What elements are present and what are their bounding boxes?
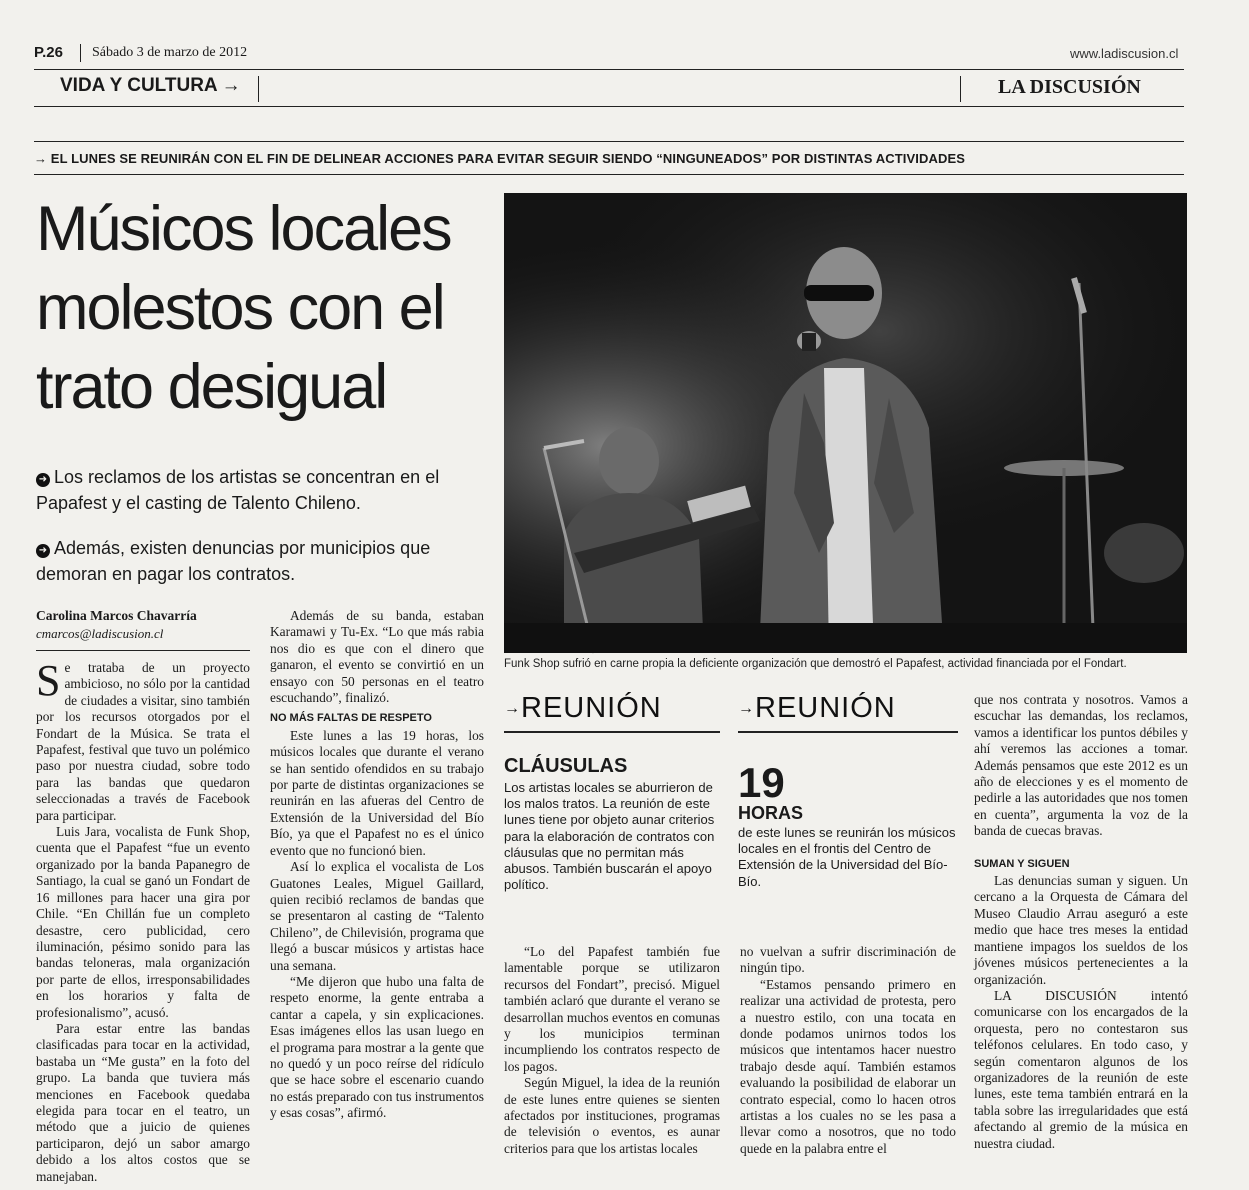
- column-2: Además de su banda, estaban Karamawi y Tu-Ex. “Lo que más rabia nos dio es que con el dinero que ganaron, el evento se convirtió en un ensayo con 50 personas en el teatro escuchando”, finalizó. NO MÁS FALTAS DE RESPETO Este lunes a las 19 horas, los músicos locales que durante el verano se han sentido ofendidos en su trabajo por parte de distintas organizaciones se reunirán en las afueras del Centro de Extensión de la Universidad del Bío Bío, ya que el Papafest no es el único evento que no funcionó bien. Así lo explica el vocalista de Los Guatones Leales, Miguel Gaillard, quien recibió reclamos de bandas que se presentaron al casting de “Talento Chileno”, de Chilevisión, programa que llegó a buscar músicos y artistas hace una semana. “Me dijeron que hubo una falta de respeto enorme, la gente entraba a cantar a capela, y sin explicaciones. Esas imágenes ellos las usan luego en el programa para mostrar a la gente que no quedó y un poco reírse del ridículo que se hace sobre el escenario cuando no estás preparado con tus instrumentos y esas cosas”, afirmó.: [270, 608, 484, 1121]
- bullet-arrow-icon: ➜: [36, 544, 50, 558]
- byline-author: Carolina Marcos Chavarría: [36, 608, 197, 623]
- headline: Músicos locales molestos con el trato desigual: [36, 194, 451, 422]
- column-1: Se trataba de un proyecto ambicioso, no sólo por la cantidad de ciudades a visitar, sino también por los recursos otorgados por el Fondart de la Música. Se trata el Papafest, festival que tuvo un polémico paso por nuestra ciudad, sobre todo para las bandas que quedaron seleccionadas a través de Facebook para participar. Luis Jara, vocalista de Funk Shop, cuenta que el Papafest “fue un evento organizado por la banda Papanegro de Santiago, la cual se ganó un Fondart de 16 millones para hacer una gira por Chile. “En Chillán fue un completo desastre, cero publicidad, cero iluminación, pésimo sonido para las bandas teloneras, mala organización por parte de ellos, irresponsabilidades en los horarios y falta de profesionalismo”, acusó. Para estar entre las bandas clasificadas para tocar en la actividad, bastaba un “Me gusta” en la foto del grupo. La banda que tuviera más menciones en Facebook quedaba elegida para tocar en el teatro, un método que a juicio de quienes participaron, dejó un sabor amargo debido a los altos costos que se manejaban.: [36, 656, 250, 1184]
- deck-2: ➜ Además, existen denuncias por municipios que demoran en pagar los contratos.: [36, 538, 431, 584]
- issue-date: Sábado 3 de marzo de 2012: [92, 45, 248, 60]
- byline-email[interactable]: cmarcos@ladiscusion.cl: [36, 626, 164, 641]
- stat-number: 19: [738, 759, 785, 806]
- stat-unit: HORAS: [738, 803, 804, 823]
- sidebar-text-clausulas: Los artistas locales se aburrieron de los malos tratos. La reunión de este lunes tiene por objeto aunar criterios para la elaboración de contratos con cláusulas que no permitan más abusos. También buscarán el apoyo político.: [504, 780, 715, 893]
- topline-summary: → EL LUNES SE REUNIRÁN CON EL FIN DE DELINEAR ACCIONES PARA EVITAR SEGUIR SIENDO “NINGUNEADOS” POR DISTINTAS ACTIVIDADES: [34, 151, 965, 166]
- column-4: no vuelvan a sufrir discriminación de ningún tipo. “Estamos pensando primero en realizar una actividad de protesta, pero a nuestro estilo, con una tocata en donde podamos unirnos todos los músicos que intentamos hacer nuestro trabajo desde aquí. También estamos evaluando la posibilidad de elaborar un contrato especial, como lo hacen otros artistas a los cuales no se les pasa a llevar como a nosotros, que no todo quede en la palabra entre el: [740, 944, 956, 1156]
- sidebar-horas: [738, 692, 958, 890]
- kicker-reunion-2: →REUNIÓN: [738, 692, 896, 724]
- website: www.ladiscusion.cl: [1070, 46, 1179, 61]
- stat-text: de este lunes se reunirán los músicos locales en el frontis del Centro de Extensión de la Universidad del Bío-Bío.: [738, 825, 956, 889]
- concert-photo: [504, 193, 1187, 653]
- section-label: VIDA Y CULTURA →: [60, 75, 241, 96]
- sidebar-clausulas: [504, 692, 720, 893]
- column-3: “Lo del Papafest también fue lamentable porque se utilizaron recursos del Fondart”, precisó. Miguel también aclaró que durante el verano se desarrollan muchos eventos en comunas y los municipios terminan incumpliendo los contratos respecto de los pagos. Según Miguel, la idea de la reunión de este lunes entre quienes se sienten afectados por instituciones, programas de televisión o eventos, es aunar criterios para que los artistas locales: [504, 944, 720, 1156]
- subhead-suman: SUMAN Y SIGUEN: [974, 857, 1070, 870]
- newspaper-name: LA DISCUSIÓN: [998, 76, 1141, 98]
- sidebar-title-clausulas: CLÁUSULAS: [504, 755, 628, 777]
- drop-cap: S: [36, 656, 61, 705]
- deck-1: ➜ Los reclamos de los artistas se concentran en el Papafest y el casting de Talento Chileno.: [36, 467, 440, 513]
- column-5: que nos contrata y nosotros. Vamos a escuchar las demandas, los reclamos, vamos a identificar los puntos débiles y ahí veremos las acciones a tomar. Además pensamos que este 2012 es un año de elecciones y es el momento de pedirle a las autoridades que nos tomen en cuenta”, argumenta la voz de la banda de cuecas bravas. SUMAN Y SIGUEN Las denuncias suman y siguen. Un cercano a la Orquesta de Cámara del Museo Claudio Arrau aseguró a este medio que hace tres meses la entidad mantiene impagos los sueldos de los jóvenes músicos pertenecientes a la organización. LA DISCUSIÓN intentó comunicarse con los encargados de la orquesta, pero no contestaron sus teléfonos celulares. En todo caso, y según comentaron algunos de los organizadores de la reunión de este lunes, este tema también entrará en la tabla sobre las irregularidades que está afectando al gremio de la música en nuestra ciudad.: [974, 692, 1188, 1151]
- subhead-respeto: NO MÁS FALTAS DE RESPETO: [270, 712, 432, 725]
- arrow-right-icon: →: [221, 75, 241, 96]
- photo-caption: Funk Shop sufrió en carne propia la deficiente organización que demostró el Papafest, actividad financiada por el Fondart.: [504, 658, 1127, 670]
- concert-photo-image: [504, 193, 1187, 653]
- arrow-right-icon: →: [504, 700, 521, 717]
- kicker-reunion-1: →REUNIÓN: [504, 692, 662, 724]
- arrow-right-icon: →: [738, 700, 755, 717]
- bullet-arrow-icon: ➜: [36, 473, 50, 487]
- page-number: P.26: [34, 44, 63, 61]
